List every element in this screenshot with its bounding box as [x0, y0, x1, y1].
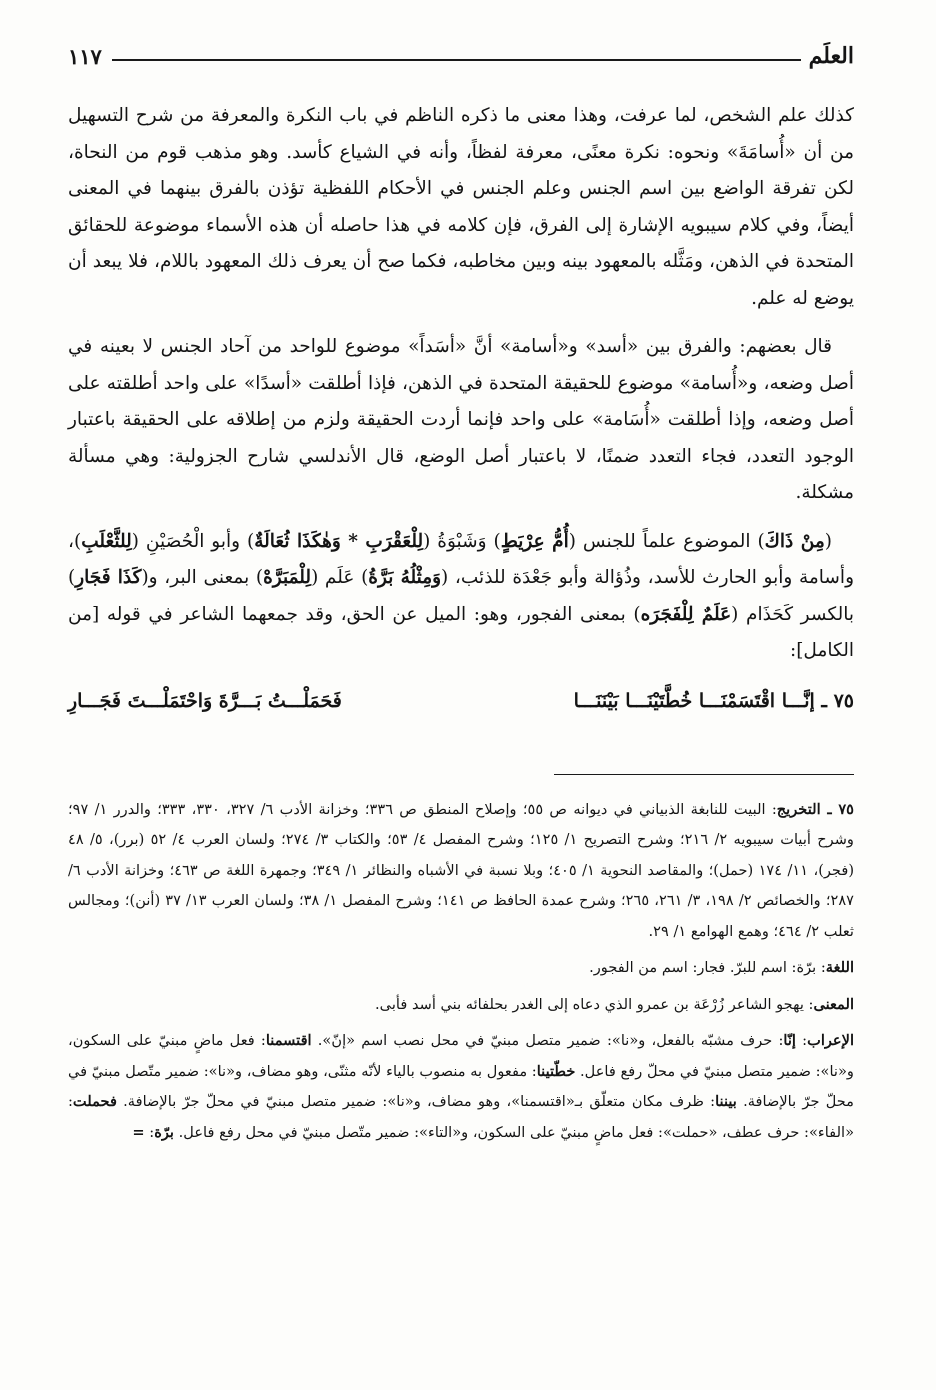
footnote-separator [554, 774, 854, 775]
footnote-takhrij [68, 795, 854, 948]
header-rule [112, 59, 801, 61]
alfiyya-text: كَذَا فَجَارِ [75, 567, 142, 588]
p3-text: ) عَلَم ( [311, 567, 369, 588]
footnote-lugha [68, 953, 854, 984]
irab-text: : ظرف مكان متعلّق بـ«اقتسمنا»، وهو مضاف، و«نا»: ضمير متصل مبنيّ في محلّ جرّ بالإضافة. [116, 1093, 716, 1110]
alfiyya-text: لِلْعَقْرَبِ * وَهٰكَذَا ثُعَالَةٌ [254, 530, 424, 552]
irab-word: إنّا [783, 1032, 796, 1049]
irab-word: بيننا [715, 1093, 737, 1110]
main-text [68, 98, 854, 722]
irab-label: الإعراب [807, 1032, 855, 1049]
irab-word: اقتسمنا [265, 1032, 312, 1049]
irab-text: : [149, 1123, 155, 1141]
irab-text: : [795, 1032, 808, 1049]
chapter-title: العلَم [808, 43, 854, 69]
irab-word: خطّتينا [536, 1062, 576, 1080]
footnotes [68, 795, 854, 1149]
poetry-verse [68, 682, 854, 722]
takhrij-text: : البيت للنابغة الذبياني في ديوانه ص ٥٥؛ وإصلاح المنطق ص ٣٣٦؛ وخزانة الأدب ٦/ ٣٢٧، ٣٣٠، ٣٣٣؛ والدرر ١/ ٩٧؛ وشرح أبيات سيبويه ٢/ ٢١٦؛ وشرح التصريح ١/ ١٢٥؛ وشرح المفصل ٤/ ٥٣؛ والكتاب ٣/ ٢٧٤؛ ولسان العرب ٤/ ٥٢ (برر)، ٥/ ٤٨ (فجر)، ١١/ ١٧٤ (حمل)؛ والمقاصد النحوية ١/ ٤٠٥؛ وبلا نسبة في الأشباه والنظائر ١/ ٣٤٩؛ وجمهرة اللغة ص ٤٦٣؛ وخزانة الأدب ٦/ ٢٨٧؛ والخصائص ٢/ ١٩٨، ٣/ ٢٦١، ٢٦٥؛ وشرح عمدة الحافظ ص ١٤١؛ وشرح المفصل ١/ ٣٨؛ ولسان العرب ١٣/ ٣٧ (أنن)؛ ومجالس ثعلب ٢/ ٤٦٤؛ وهمع الهوامع ١/ ٢٩. [68, 800, 855, 940]
mana-text: : يهجو الشاعر زُرْعَة بن عمرو الذي دعاه إلى الغدر بحلفائه بني أسد فأبى. [375, 995, 814, 1013]
alfiyya-text: عَلَمٌ لِلْفَجَرَه [640, 603, 732, 625]
p3-text: ) الموضوع علماً للجنس ( [568, 530, 765, 552]
footnote-irab [68, 1026, 854, 1148]
p3-text: ) وأبو الْحُصَيْنِ ( [131, 530, 255, 552]
page-number: ١١٧ [68, 43, 102, 69]
continuation-mark: = [132, 1123, 145, 1141]
alfiyya-text: لِلثَّعْلَبِ [81, 530, 132, 552]
paragraph-3 [68, 524, 854, 670]
irab-text: : فعل ماضٍ مبنيّ على السكون، و«نا»: ضمير متصل مبنيّ في محلّ رفع فاعل. [68, 1032, 854, 1080]
p3-text: ) بالكسر كَحَذَام ( [68, 567, 855, 625]
mana-label: المعنى [813, 995, 854, 1013]
lugha-label: اللغة [825, 959, 854, 976]
p3-text: ) بمعنى البر، و( [141, 567, 264, 588]
p3-text: ) وَشَبْوَةُ ( [423, 530, 501, 552]
verse-first-hemistich: إنَّـــا اقْتَسَمْنَـــا خُطَّتَيْنَـــا بَيْنَنَـــا [573, 690, 815, 713]
irab-word: فحملت [72, 1093, 117, 1110]
lugha-text: : برّة: اسم للبرّ. فجار: اسم من الفجور. [589, 959, 826, 976]
alfiyya-text: أُمُّ عِرْيَطٍ [500, 530, 569, 552]
alfiyya-text: لِلْمَبَرَّهْ [263, 567, 312, 588]
irab-text: : مفعول به منصوب بالياء لأنّه مثنّى، وهو مضاف، و«نا»: ضمير متّصل مبنيّ في محلّ جرّ بالإضافة. [68, 1062, 855, 1110]
alfiyya-text: وَمِثْلُهُ بَرَّةُ [368, 567, 442, 588]
verse-number: ٧٥ ـ [821, 690, 854, 713]
book-page [68, 36, 854, 1376]
alfiyya-text: مِنْ ذَاكَ [764, 530, 825, 552]
p3-text: ( [824, 530, 833, 552]
paragraph-1: كذلك علم الشخص، لما عرفت، وهذا معنى ما ذكره الناظم في باب النكرة والمعرفة من شرح التسهيل من أن «أُسامَةَ» ونحوه: نكرة معنًى، معرفة لفظاً، وأنه في الشياع كأسد. وهو مذهب قوم من النحاة، لكن تفرقة الواضع بين اسم الجنس وعلم الجنس في الأحكام اللفظية تؤذن بالفرق بينهما في المعنى أيضاً، وفي كلام سيبويه الإشارة إلى الفرق، فإن كلامه في هذا حاصله أن هذه الأسماء موضوعة للحقائق المتحدة في الذهن، ومَثَّله بالمعهود بينه وبين مخاطبه، فكما صح أن يعرف ذلك المعهود باللام، فلا يبعد أن يوضع له علم. [68, 105, 854, 309]
irab-text: : «الفاء»: حرف عطف، «حملت»: فعل ماضٍ مبنيّ على السكون، و«التاء»: ضمير متّصل مبنيّ في محل رفع فاعل. [68, 1093, 854, 1141]
irab-text: : حرف مشبّه بالفعل، و«نا»: ضمير متصل مبنيّ في محل نصب اسم «إنّ». [311, 1032, 784, 1049]
p3-text: ) بمعنى الفجور، وهو: الميل عن الحق، وقد جمعهما الشاعر في قوله [من الكامل]: [68, 603, 854, 661]
irab-word: برّة [154, 1123, 174, 1141]
running-header [68, 36, 854, 76]
verse-first-half [574, 683, 854, 720]
paragraph-2: قال بعضهم: والفرق بين «أسد» و«أسامة» أنَّ «أسَداً» موضوع للواحد من آحاد الجنس لا بعينه في أصل وضعه، و«أُسامة» موضوع للحقيقة المتحدة في الذهن، فإذا أطلقت «أسدًا» على واحد أطلقته على أصل وضعه، وإذا أطلقت «أُسَامة» على واحد فإنما أردت الحقيقة ولزم من إطلاقه على الحقيقة باعتبار الوجود التعدد، فجاء التعدد ضمنًا، لا باعتبار أصل الوضع، قال الأندلسي شارح الجزولية: وهي مسألة مشكلة. [68, 336, 854, 503]
p3-text: )، وأسامة وأبو الحارث للأسد، وذُؤالة وأبو جَعْدَة للذئب، ( [68, 530, 855, 588]
verse-second-hemistich: فَحَمَلْـــتُ بَـــرَّةَ وَاحْتَمَلْـــتَ فَجَـــارِ [68, 690, 342, 713]
takhrij-label: ٧٥ ـ التخريج [776, 800, 855, 818]
footnote-mana [68, 990, 854, 1021]
